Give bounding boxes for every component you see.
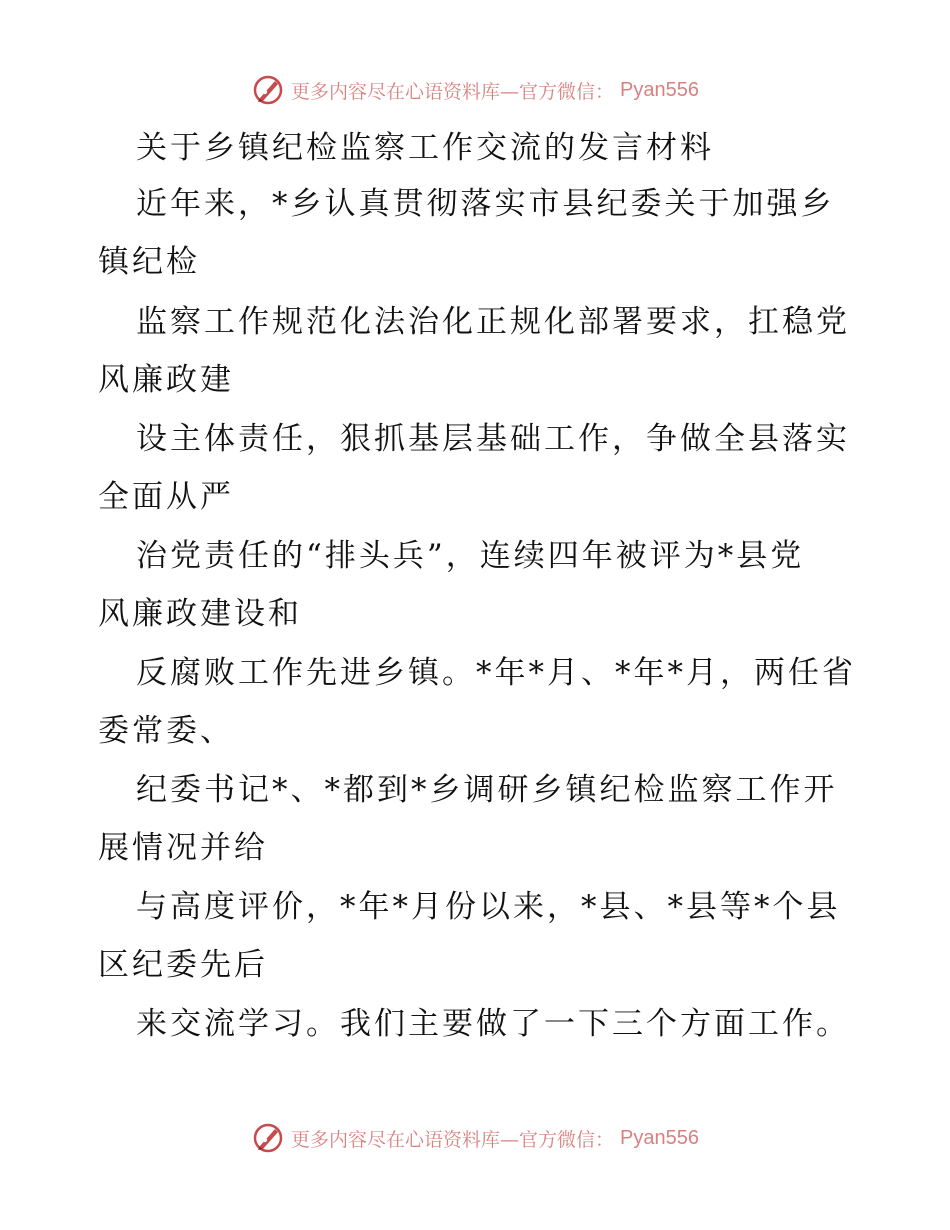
paragraph-line: 反腐败工作先进乡镇。*年*月、*年*月，两任省	[136, 655, 856, 691]
watermark-text: 更多内容尽在心语资料库—官方微信：	[291, 1128, 615, 1151]
watermark-group	[251, 1121, 699, 1155]
pen-logo-icon	[251, 73, 285, 107]
paragraph-line: 镇纪检	[98, 244, 200, 280]
document-title: 关于乡镇纪检监察工作交流的发言材料	[136, 130, 714, 166]
watermark-wechat-id: Pyan556	[620, 1126, 699, 1149]
paragraph-line: 治党责任的“排头兵”，连续四年被评为*县党	[136, 538, 805, 574]
watermark-wechat-id: Pyan556	[620, 78, 699, 101]
watermark-group	[251, 73, 699, 107]
paragraph-line: 设主体责任，狠抓基层基础工作，争做全县落实	[136, 421, 850, 457]
paragraph-line: 区纪委先后	[98, 947, 268, 983]
paragraph-line: 与高度评价，*年*月份以来，*县、*县等*个县	[136, 889, 841, 925]
watermark-text: 更多内容尽在心语资料库—官方微信：	[291, 80, 615, 103]
paragraph-line: 纪委书记*、*都到*乡调研乡镇纪检监察工作开	[136, 772, 838, 808]
paragraph-line: 委常委、	[98, 713, 234, 749]
paragraph-line: 展情况并给	[98, 830, 268, 866]
watermark-banner-top	[0, 70, 950, 110]
paragraph-line: 风廉政建设和	[98, 596, 302, 632]
paragraph-line: 监察工作规范化法治化正规化部署要求，扛稳党	[136, 304, 850, 340]
pen-logo-icon	[251, 1121, 285, 1155]
paragraph-line: 近年来，*乡认真贯彻落实市县纪委关于加强乡	[136, 186, 835, 222]
paragraph-line: 来交流学习。我们主要做了一下三个方面工作。	[136, 1006, 850, 1042]
paragraph-line: 风廉政建	[98, 362, 234, 398]
watermark-banner-bottom	[0, 1118, 950, 1158]
paragraph-line: 全面从严	[98, 479, 234, 515]
